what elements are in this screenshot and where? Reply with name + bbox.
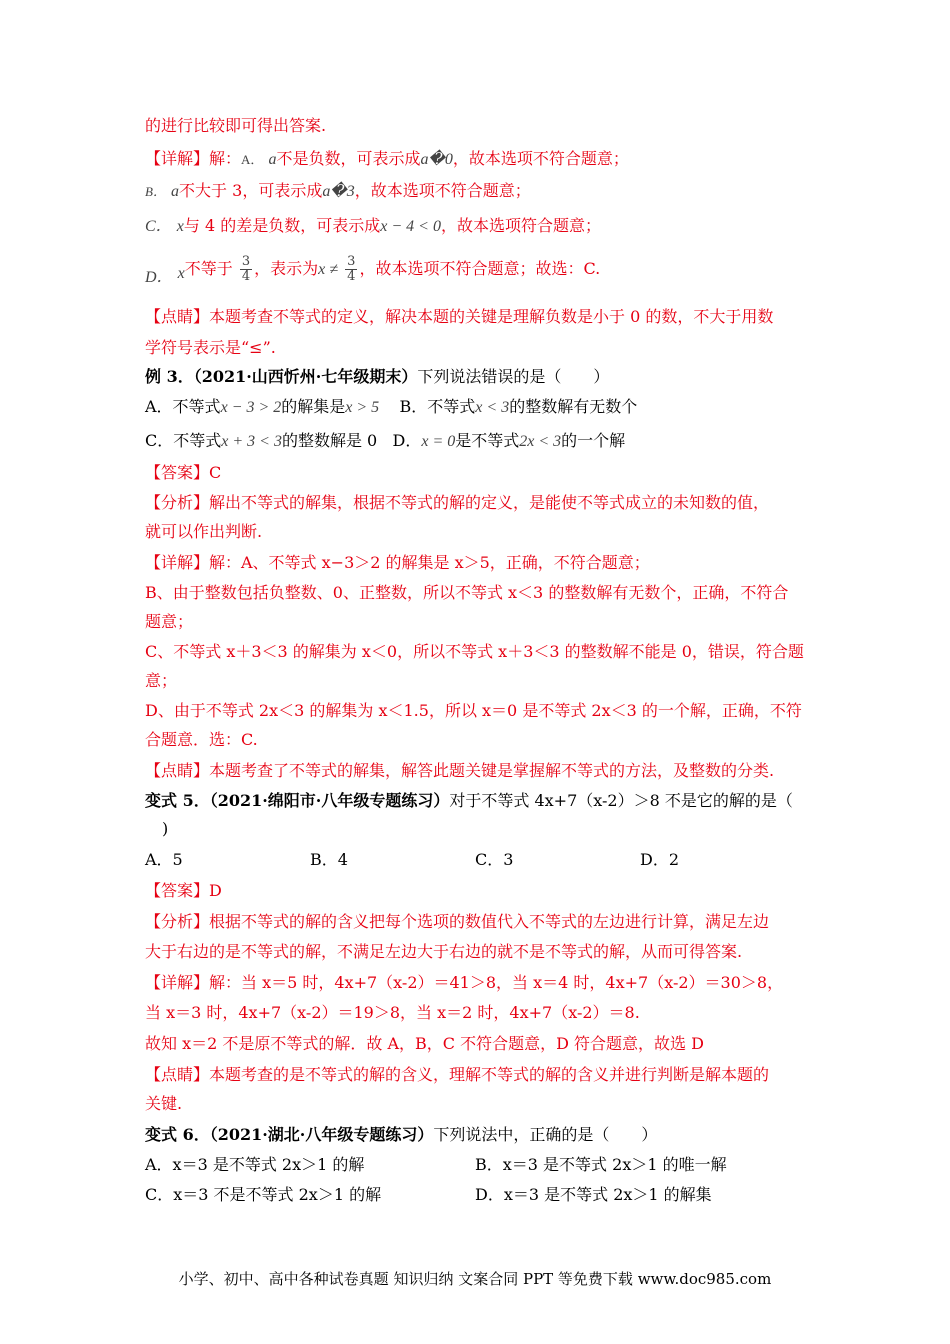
option-row: C．不等式x + 3 < 3的整数解是 0 D．x = 0是不等式2x < 3的一个解 [145, 431, 626, 450]
answer-line: 【答案】D [145, 881, 222, 900]
option-b: B．x＝3 是不等式 2x＞1 的唯一解 [475, 1155, 727, 1174]
comment-line: 【点睛】本题考查了不等式的解集，解答此题关键是掌握解不等式的方法，及整数的分类. [145, 761, 775, 780]
example-heading: 变式 6．（2021·湖北·八年级专题练习）下列说法中，正确的是（ ） [145, 1125, 658, 1144]
option-c: C．3 [475, 850, 514, 869]
example-heading: 例 3．（2021·山西忻州·七年级期末）下列说法错误的是（ ） [145, 367, 610, 386]
option-a: A．x＝3 是不等式 2x＞1 的解 [145, 1155, 365, 1174]
option-a: A．5 [145, 850, 183, 869]
detail-line: 【详解】解：A、不等式 x−3＞2 的解集是 x＞5，正确，不符合题意； [145, 553, 650, 572]
text-line: D． x不等于 $\frac{3}{4}$ ，表示为x ≠ $\frac{3}{4}$ ，故本选项不符合题意；故选：C. [145, 254, 601, 286]
detail-line: B、由于整数包括负整数、0、正整数，所以不等式 x＜3 的整数解有无数个，正确，不符合 [145, 583, 789, 602]
detail-line: 【详解】解：当 x＝5 时，4x+7（x-2）＝41＞8，当 x＝4 时，4x+7（x-2）＝30＞8， [145, 973, 784, 992]
detail-line: 故知 x＝2 不是原不等式的解．故 A，B，C 不符合题意，D 符合题意，故选 D [145, 1034, 704, 1053]
analysis-line: 就可以作出判断. [145, 522, 263, 541]
fraction: $\frac{3}{4}$ [241, 254, 251, 284]
text-line: C． x与 4 的差是负数，可表示成x − 4 < 0，故本选项符合题意； [145, 216, 601, 235]
detail-line: 合题意．选：C. [145, 730, 258, 749]
analysis-line: 大于右边的是不等式的解，不满足左边大于右边的就不是不等式的解，从而可得答案. [145, 942, 743, 961]
page-footer: 小学、初中、高中各种试卷真题 知识归纳 文案合同 PPT 等免费下载 www.doc985.com [178, 1270, 772, 1288]
text-line: B． a不大于 3，可表示成a�3，故本选项不符合题意； [145, 181, 531, 200]
answer-line: 【答案】C [145, 463, 222, 482]
option-b: B．4 [310, 850, 348, 869]
comment-line: 【点睛】本题考查的是不等式的解的含义，理解不等式的解的含义并进行判断是解本题的 [145, 1065, 770, 1084]
option-d: D．2 [640, 850, 680, 869]
option-row: A．不等式x − 3 > 2的解集是x > 5 B．不等式x < 3的整数解有无数个 [145, 397, 638, 416]
fraction: $\frac{3}{4}$ [347, 254, 356, 284]
option-d: D．x＝3 是不等式 2x＞1 的解集 [475, 1185, 712, 1204]
analysis-line: 【分析】解出不等式的解集，根据不等式的解的定义，是能使不等式成立的未知数的值， [145, 493, 770, 512]
text-line: 的进行比较即可得出答案. [145, 116, 327, 135]
option-c: C．x＝3 不是不等式 2x＞1 的解 [145, 1185, 382, 1204]
detail-line: 当 x＝3 时，4x+7（x-2）＝19＞8，当 x＝2 时，4x+7（x-2）＝8. [145, 1003, 640, 1022]
detail-line: C、不等式 x＋3＜3 的解集为 x＜0，所以不等式 x＋3＜3 的整数解不能是 0，错误，符合题 [145, 642, 804, 661]
text-line: 学符号表示是“≤”. [145, 338, 276, 357]
text-line: 【详解】解：A． a不是负数，可表示成a�0，故本选项不符合题意； [145, 149, 629, 168]
detail-line: 意； [145, 671, 178, 690]
example-heading: 变式 5．（2021·绵阳市·八年级专题练习）对于不等式 4x+7（x-2）＞8 不是它的解的是（ [145, 791, 793, 810]
text-line: ) [162, 819, 169, 838]
comment-line: 关键. [145, 1094, 183, 1113]
detail-line: 题意； [145, 612, 194, 631]
analysis-line: 【分析】根据不等式的解的含义把每个选项的数值代入不等式的左边进行计算，满足左边 [145, 912, 770, 931]
detail-line: D、由于不等式 2x＜3 的解集为 x＜1.5，所以 x＝0 是不等式 2x＜3 的一个解，正确，不符 [145, 701, 802, 720]
text-line: 【点睛】本题考查不等式的定义，解决本题的关键是理解负数是小于 0 的数，不大于用数 [145, 307, 774, 326]
